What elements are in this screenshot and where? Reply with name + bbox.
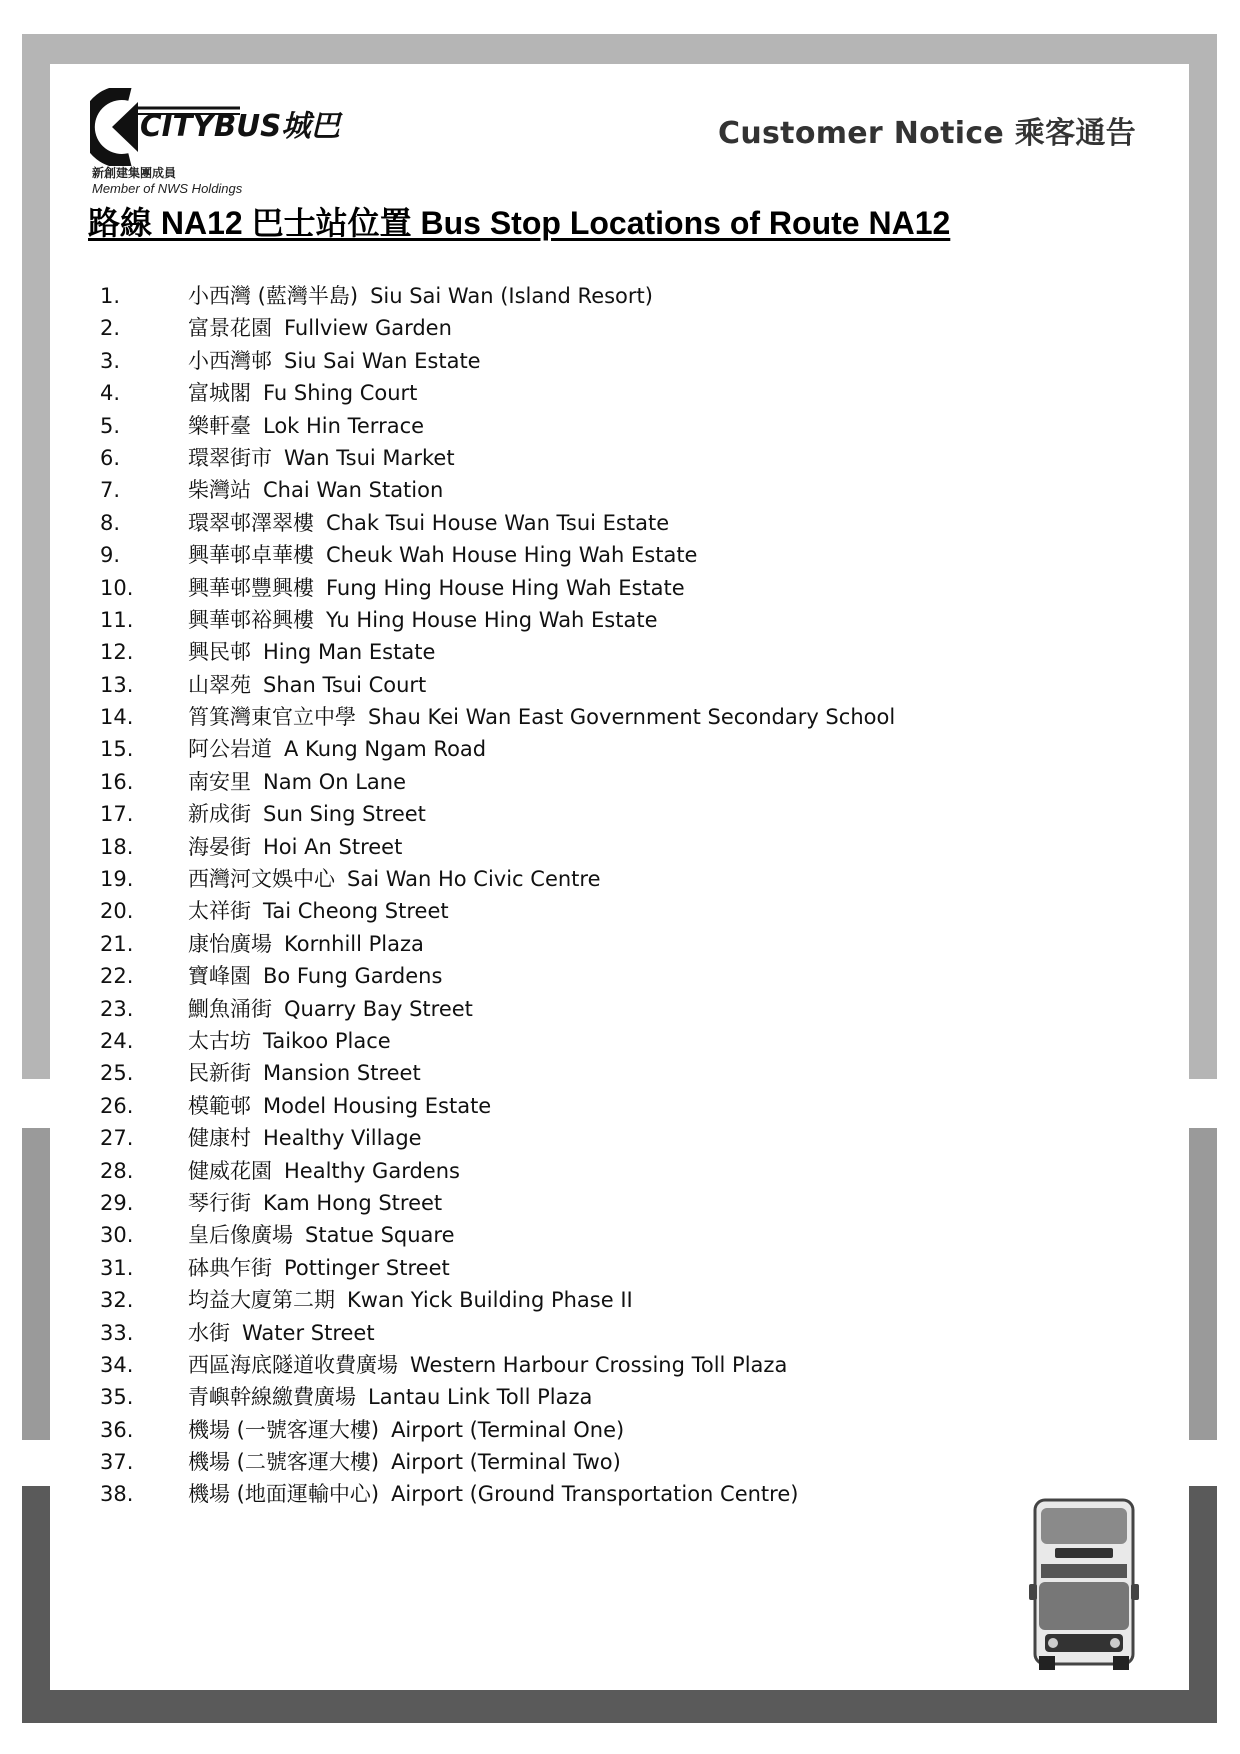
stop-number: 35. [100, 1385, 134, 1410]
stop-name-zh: 琴行街 [188, 1190, 251, 1215]
stop-name-en: Yu Hing House Hing Wah Estate [326, 607, 658, 632]
stop-number: 38. [100, 1482, 134, 1507]
stop-name-en: Nam On Lane [263, 769, 407, 794]
stop-item [100, 1349, 1020, 1381]
stop-name-en: Quarry Bay Street [284, 996, 473, 1021]
stop-name-en: Pottinger Street [284, 1255, 450, 1280]
stop-name-zh: 西灣河文娛中心 [188, 867, 335, 892]
frame-top-bar [22, 34, 1217, 64]
stop-name-en: Sun Sing Street [263, 802, 426, 827]
stop-name-zh: 機場 (一號客運大樓) [188, 1417, 380, 1442]
stop-name-zh: 康怡廣場 [188, 931, 272, 956]
stop-name-zh: 樂軒臺 [188, 413, 251, 438]
stop-name-zh: 模範邨 [188, 1093, 251, 1118]
stop-number: 21. [100, 931, 134, 956]
stop-number: 5. [100, 413, 121, 438]
stop-number: 20. [100, 899, 134, 924]
stop-number: 6. [100, 445, 121, 470]
stop-item [100, 1155, 1020, 1187]
stop-name-zh: 健康村 [188, 1126, 251, 1151]
stop-number: 25. [100, 1061, 134, 1086]
stop-number: 30. [100, 1223, 134, 1248]
stop-name-en: Lok Hin Terrace [263, 413, 425, 438]
frame-right-bar-bottom [1189, 1486, 1217, 1723]
customer-notice-heading: Customer Notice 乘客通告 [718, 116, 1136, 151]
stop-item [100, 636, 1020, 668]
stop-name-zh: 興華邨卓華樓 [188, 543, 314, 568]
stop-number: 27. [100, 1126, 134, 1151]
stop-number: 28. [100, 1158, 134, 1183]
stop-name-zh: 山翠苑 [188, 672, 251, 697]
stop-name-zh: 富景花園 [188, 316, 272, 341]
stop-name-en: Lantau Link Toll Plaza [368, 1385, 593, 1410]
stop-number: 14. [100, 705, 134, 730]
stop-number: 11. [100, 607, 134, 632]
stop-item [100, 1090, 1020, 1122]
stop-item [100, 701, 1020, 733]
stop-item [100, 1284, 1020, 1316]
stop-item [100, 960, 1020, 992]
logo-wordmark: CITYBUS城巴 [140, 109, 344, 144]
stop-number: 22. [100, 964, 134, 989]
stop-name-zh: 均益大廈第二期 [188, 1288, 335, 1313]
stop-item [100, 993, 1020, 1025]
stop-name-en: Taikoo Place [263, 1028, 391, 1053]
stop-name-en: Mansion Street [263, 1061, 421, 1086]
stop-name-en: Cheuk Wah House Hing Wah Estate [326, 543, 698, 568]
logo-subtitle-zh: 新創建集團成員 [92, 166, 177, 180]
stop-name-en: Shau Kei Wan East Government Secondary School [368, 705, 896, 730]
stop-name-en: Chak Tsui House Wan Tsui Estate [326, 510, 670, 535]
stop-number: 17. [100, 802, 134, 827]
stop-name-en: Bo Fung Gardens [263, 964, 443, 989]
stop-item [100, 1219, 1020, 1251]
stop-number: 23. [100, 996, 134, 1021]
stop-item [100, 410, 1020, 442]
stop-item [100, 1446, 1020, 1478]
stop-name-zh: 興民邨 [188, 640, 251, 665]
stop-name-zh: 筲箕灣東官立中學 [188, 705, 356, 730]
stop-name-zh: 砵典乍街 [188, 1255, 272, 1280]
stop-number: 7. [100, 478, 121, 503]
stop-number: 9. [100, 543, 121, 568]
stop-item [100, 345, 1020, 377]
stop-item [100, 863, 1020, 895]
stop-name-zh: 青嶼幹線繳費廣場 [188, 1385, 356, 1410]
stop-item [100, 1381, 1020, 1413]
frame-left-bar-top [22, 34, 50, 1079]
stop-name-zh: 新成街 [188, 802, 251, 827]
logo-subtitle [92, 166, 242, 196]
stop-number: 36. [100, 1417, 134, 1442]
stop-name-zh: 小西灣邨 [188, 348, 272, 373]
stop-item [100, 312, 1020, 344]
stop-number: 16. [100, 769, 134, 794]
stop-name-en: Wan Tsui Market [284, 445, 455, 470]
stop-name-en: Western Harbour Crossing Toll Plaza [410, 1352, 788, 1377]
stop-name-en: Siu Sai Wan (Island Resort) [370, 284, 653, 308]
stop-name-en: Model Housing Estate [263, 1093, 492, 1118]
stop-item [100, 733, 1020, 765]
stop-item [100, 1057, 1020, 1089]
stop-item [100, 1025, 1020, 1057]
stop-name-zh: 太祥街 [188, 899, 251, 924]
stop-item [100, 1414, 1020, 1446]
stop-number: 31. [100, 1255, 134, 1280]
stop-number: 1. [100, 284, 121, 308]
stop-name-en: Fung Hing House Hing Wah Estate [326, 575, 685, 600]
stop-name-zh: 水街 [188, 1320, 230, 1345]
stop-name-zh: 機場 (地面運輸中心) [188, 1482, 380, 1507]
stop-name-zh: 皇后像廣場 [188, 1223, 293, 1248]
stop-name-zh: 健威花園 [188, 1158, 272, 1183]
stop-number: 18. [100, 834, 134, 859]
frame-right-bar-top [1189, 34, 1217, 1079]
stop-number: 34. [100, 1352, 134, 1377]
frame-bottom-bar [22, 1690, 1217, 1723]
stop-number: 12. [100, 640, 134, 665]
stop-name-en: Airport (Terminal Two) [391, 1450, 621, 1475]
stop-name-zh: 小西灣 (藍灣半島) [188, 284, 359, 308]
stop-name-zh: 興華邨豐興樓 [188, 575, 314, 600]
stop-item [100, 539, 1020, 571]
stop-name-en: Airport (Terminal One) [391, 1417, 625, 1442]
bus-stop-list [100, 280, 1020, 1511]
stop-number: 2. [100, 316, 121, 341]
stop-item [100, 1252, 1020, 1284]
stop-item [100, 377, 1020, 409]
stop-item [100, 798, 1020, 830]
stop-name-zh: 柴灣站 [188, 478, 251, 503]
stop-number: 32. [100, 1288, 134, 1313]
stop-name-zh: 興華邨裕興樓 [188, 607, 314, 632]
stop-number: 29. [100, 1190, 134, 1215]
stop-item [100, 1317, 1020, 1349]
stop-name-zh: 阿公岩道 [188, 737, 272, 762]
stop-name-zh: 環翠街市 [188, 445, 272, 470]
frame-left-bar-middle [22, 1128, 50, 1440]
stop-name-en: Kwan Yick Building Phase II [347, 1288, 633, 1313]
stop-number: 4. [100, 381, 121, 406]
stop-name-en: Fu Shing Court [263, 381, 418, 406]
stop-name-en: Airport (Ground Transportation Centre) [391, 1482, 799, 1507]
stop-name-zh: 西區海底隧道收費廣場 [188, 1352, 398, 1377]
stop-name-en: Kornhill Plaza [284, 931, 424, 956]
frame-left-bar-bottom [22, 1486, 50, 1723]
stop-item [100, 669, 1020, 701]
stop-item [100, 1122, 1020, 1154]
stop-item [100, 507, 1020, 539]
stop-number: 26. [100, 1093, 134, 1118]
stop-item [100, 442, 1020, 474]
stop-item [100, 572, 1020, 604]
stop-name-en: A Kung Ngam Road [284, 737, 487, 762]
stop-name-en: Hoi An Street [263, 834, 403, 859]
stop-name-zh: 鰂魚涌街 [188, 996, 272, 1021]
stop-name-zh: 民新街 [188, 1061, 251, 1086]
stop-name-en: Chai Wan Station [263, 478, 444, 503]
stop-item [100, 895, 1020, 927]
stop-item [100, 1187, 1020, 1219]
stop-name-en: Shan Tsui Court [263, 672, 427, 697]
stop-item [100, 280, 1020, 312]
stop-item [100, 766, 1020, 798]
citybus-logo [90, 88, 350, 166]
page-title: 路線 NA12 巴士站位置 Bus Stop Locations of Route NA12 [88, 205, 951, 241]
stop-name-en: Statue Square [305, 1223, 455, 1248]
stop-name-en: Healthy Gardens [284, 1158, 460, 1183]
stop-item [100, 928, 1020, 960]
stop-number: 15. [100, 737, 134, 762]
bus-illustration [1025, 1496, 1143, 1674]
stop-name-zh: 富城閣 [188, 381, 251, 406]
stop-item [100, 1478, 1020, 1510]
stop-item [100, 604, 1020, 636]
stop-name-en: Hing Man Estate [263, 640, 436, 665]
stop-name-en: Sai Wan Ho Civic Centre [347, 867, 601, 892]
stop-name-zh: 海晏街 [188, 834, 251, 859]
stop-name-en: Tai Cheong Street [263, 899, 449, 924]
stop-number: 13. [100, 672, 134, 697]
stop-name-en: Water Street [242, 1320, 375, 1345]
stop-item [100, 831, 1020, 863]
stop-name-zh: 機場 (二號客運大樓) [188, 1450, 380, 1475]
stop-name-zh: 環翠邨澤翠樓 [188, 510, 314, 535]
stop-name-en: Healthy Village [263, 1126, 422, 1151]
stop-number: 8. [100, 510, 121, 535]
stop-name-en: Siu Sai Wan Estate [284, 348, 481, 373]
logo-subtitle-en: Member of NWS Holdings [92, 181, 243, 196]
stop-name-zh: 太古坊 [188, 1028, 251, 1053]
stop-number: 19. [100, 867, 134, 892]
stop-number: 33. [100, 1320, 134, 1345]
stop-name-en: Kam Hong Street [263, 1190, 443, 1215]
stop-number: 37. [100, 1450, 134, 1475]
stop-name-zh: 寶峰園 [188, 964, 251, 989]
stop-item [100, 474, 1020, 506]
frame-right-bar-middle [1189, 1128, 1217, 1440]
stop-name-zh: 南安里 [188, 769, 251, 794]
stop-number: 3. [100, 348, 121, 373]
stop-number: 24. [100, 1028, 134, 1053]
stop-number: 10. [100, 575, 134, 600]
stop-name-en: Fullview Garden [284, 316, 452, 341]
